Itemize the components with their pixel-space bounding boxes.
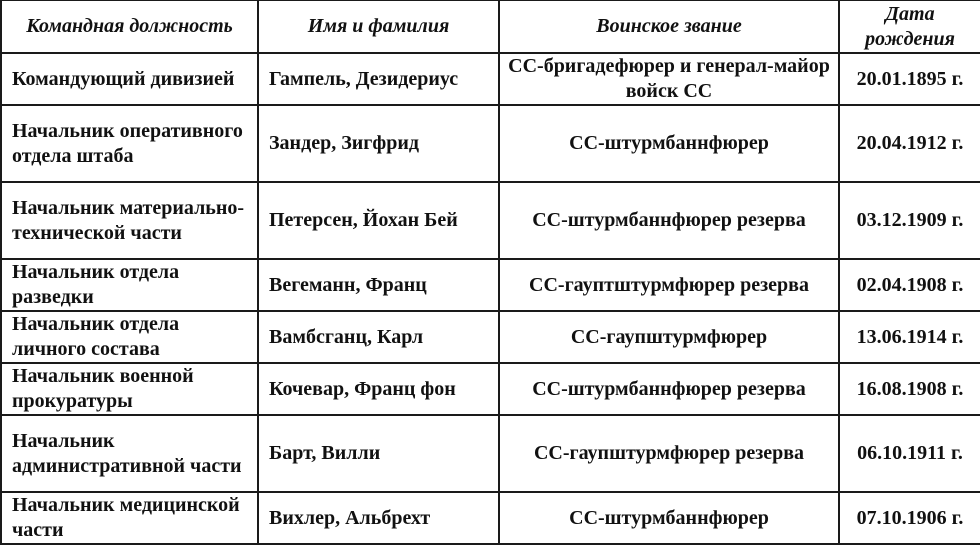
cell-position: Начальник материально-технической части xyxy=(1,182,258,259)
cell-name: Вегеманн, Франц xyxy=(258,259,499,311)
cell-name: Барт, Вилли xyxy=(258,415,499,492)
cell-name: Петерсен, Йохан Бей xyxy=(258,182,499,259)
table-header-row xyxy=(1,0,980,53)
cell-position: Начальник административной части xyxy=(1,415,258,492)
header-birth-date: Дата рождения xyxy=(839,0,980,53)
table-row xyxy=(1,415,980,492)
cell-position: Начальник медицинской части xyxy=(1,492,258,544)
cell-rank: СС-штурмбаннфюрер xyxy=(499,105,839,182)
cell-name: Зандер, Зигфрид xyxy=(258,105,499,182)
cell-name: Вихлер, Альбрехт xyxy=(258,492,499,544)
cell-birth-date: 16.08.1908 г. xyxy=(839,363,980,415)
cell-rank: СС-штурмбаннфюрер резерва xyxy=(499,182,839,259)
table-row xyxy=(1,492,980,544)
cell-rank: СС-штурмбаннфюрер xyxy=(499,492,839,544)
cell-position: Начальник оперативного отдела штаба xyxy=(1,105,258,182)
table-row xyxy=(1,311,980,363)
table-row xyxy=(1,363,980,415)
cell-rank: СС-гаупштурмфюрер резерва xyxy=(499,415,839,492)
cell-rank: СС-бригадефюрер и генерал-майор войск СС xyxy=(499,53,839,105)
header-name: Имя и фамилия xyxy=(258,0,499,53)
cell-birth-date: 20.01.1895 г. xyxy=(839,53,980,105)
header-rank: Воинское звание xyxy=(499,0,839,53)
cell-name: Гампель, Дезидериус xyxy=(258,53,499,105)
header-position: Командная должность xyxy=(1,0,258,53)
table-row xyxy=(1,259,980,311)
table-row xyxy=(1,182,980,259)
table-row xyxy=(1,105,980,182)
cell-birth-date: 20.04.1912 г. xyxy=(839,105,980,182)
cell-name: Кочевар, Франц фон xyxy=(258,363,499,415)
cell-name: Вамбсганц, Карл xyxy=(258,311,499,363)
cell-birth-date: 06.10.1911 г. xyxy=(839,415,980,492)
cell-rank: СС-штурмбаннфюрер резерва xyxy=(499,363,839,415)
cell-position: Командующий дивизией xyxy=(1,53,258,105)
cell-position: Начальник отдела разведки xyxy=(1,259,258,311)
cell-birth-date: 13.06.1914 г. xyxy=(839,311,980,363)
cell-rank: СС-гаупштурмфюрер xyxy=(499,311,839,363)
cell-birth-date: 03.12.1909 г. xyxy=(839,182,980,259)
cell-position: Начальник военной прокуратуры xyxy=(1,363,258,415)
cell-birth-date: 02.04.1908 г. xyxy=(839,259,980,311)
table-row xyxy=(1,53,980,105)
cell-rank: СС-гауптштурмфюрер резерва xyxy=(499,259,839,311)
cell-birth-date: 07.10.1906 г. xyxy=(839,492,980,544)
cell-position: Начальник отдела личного состава xyxy=(1,311,258,363)
